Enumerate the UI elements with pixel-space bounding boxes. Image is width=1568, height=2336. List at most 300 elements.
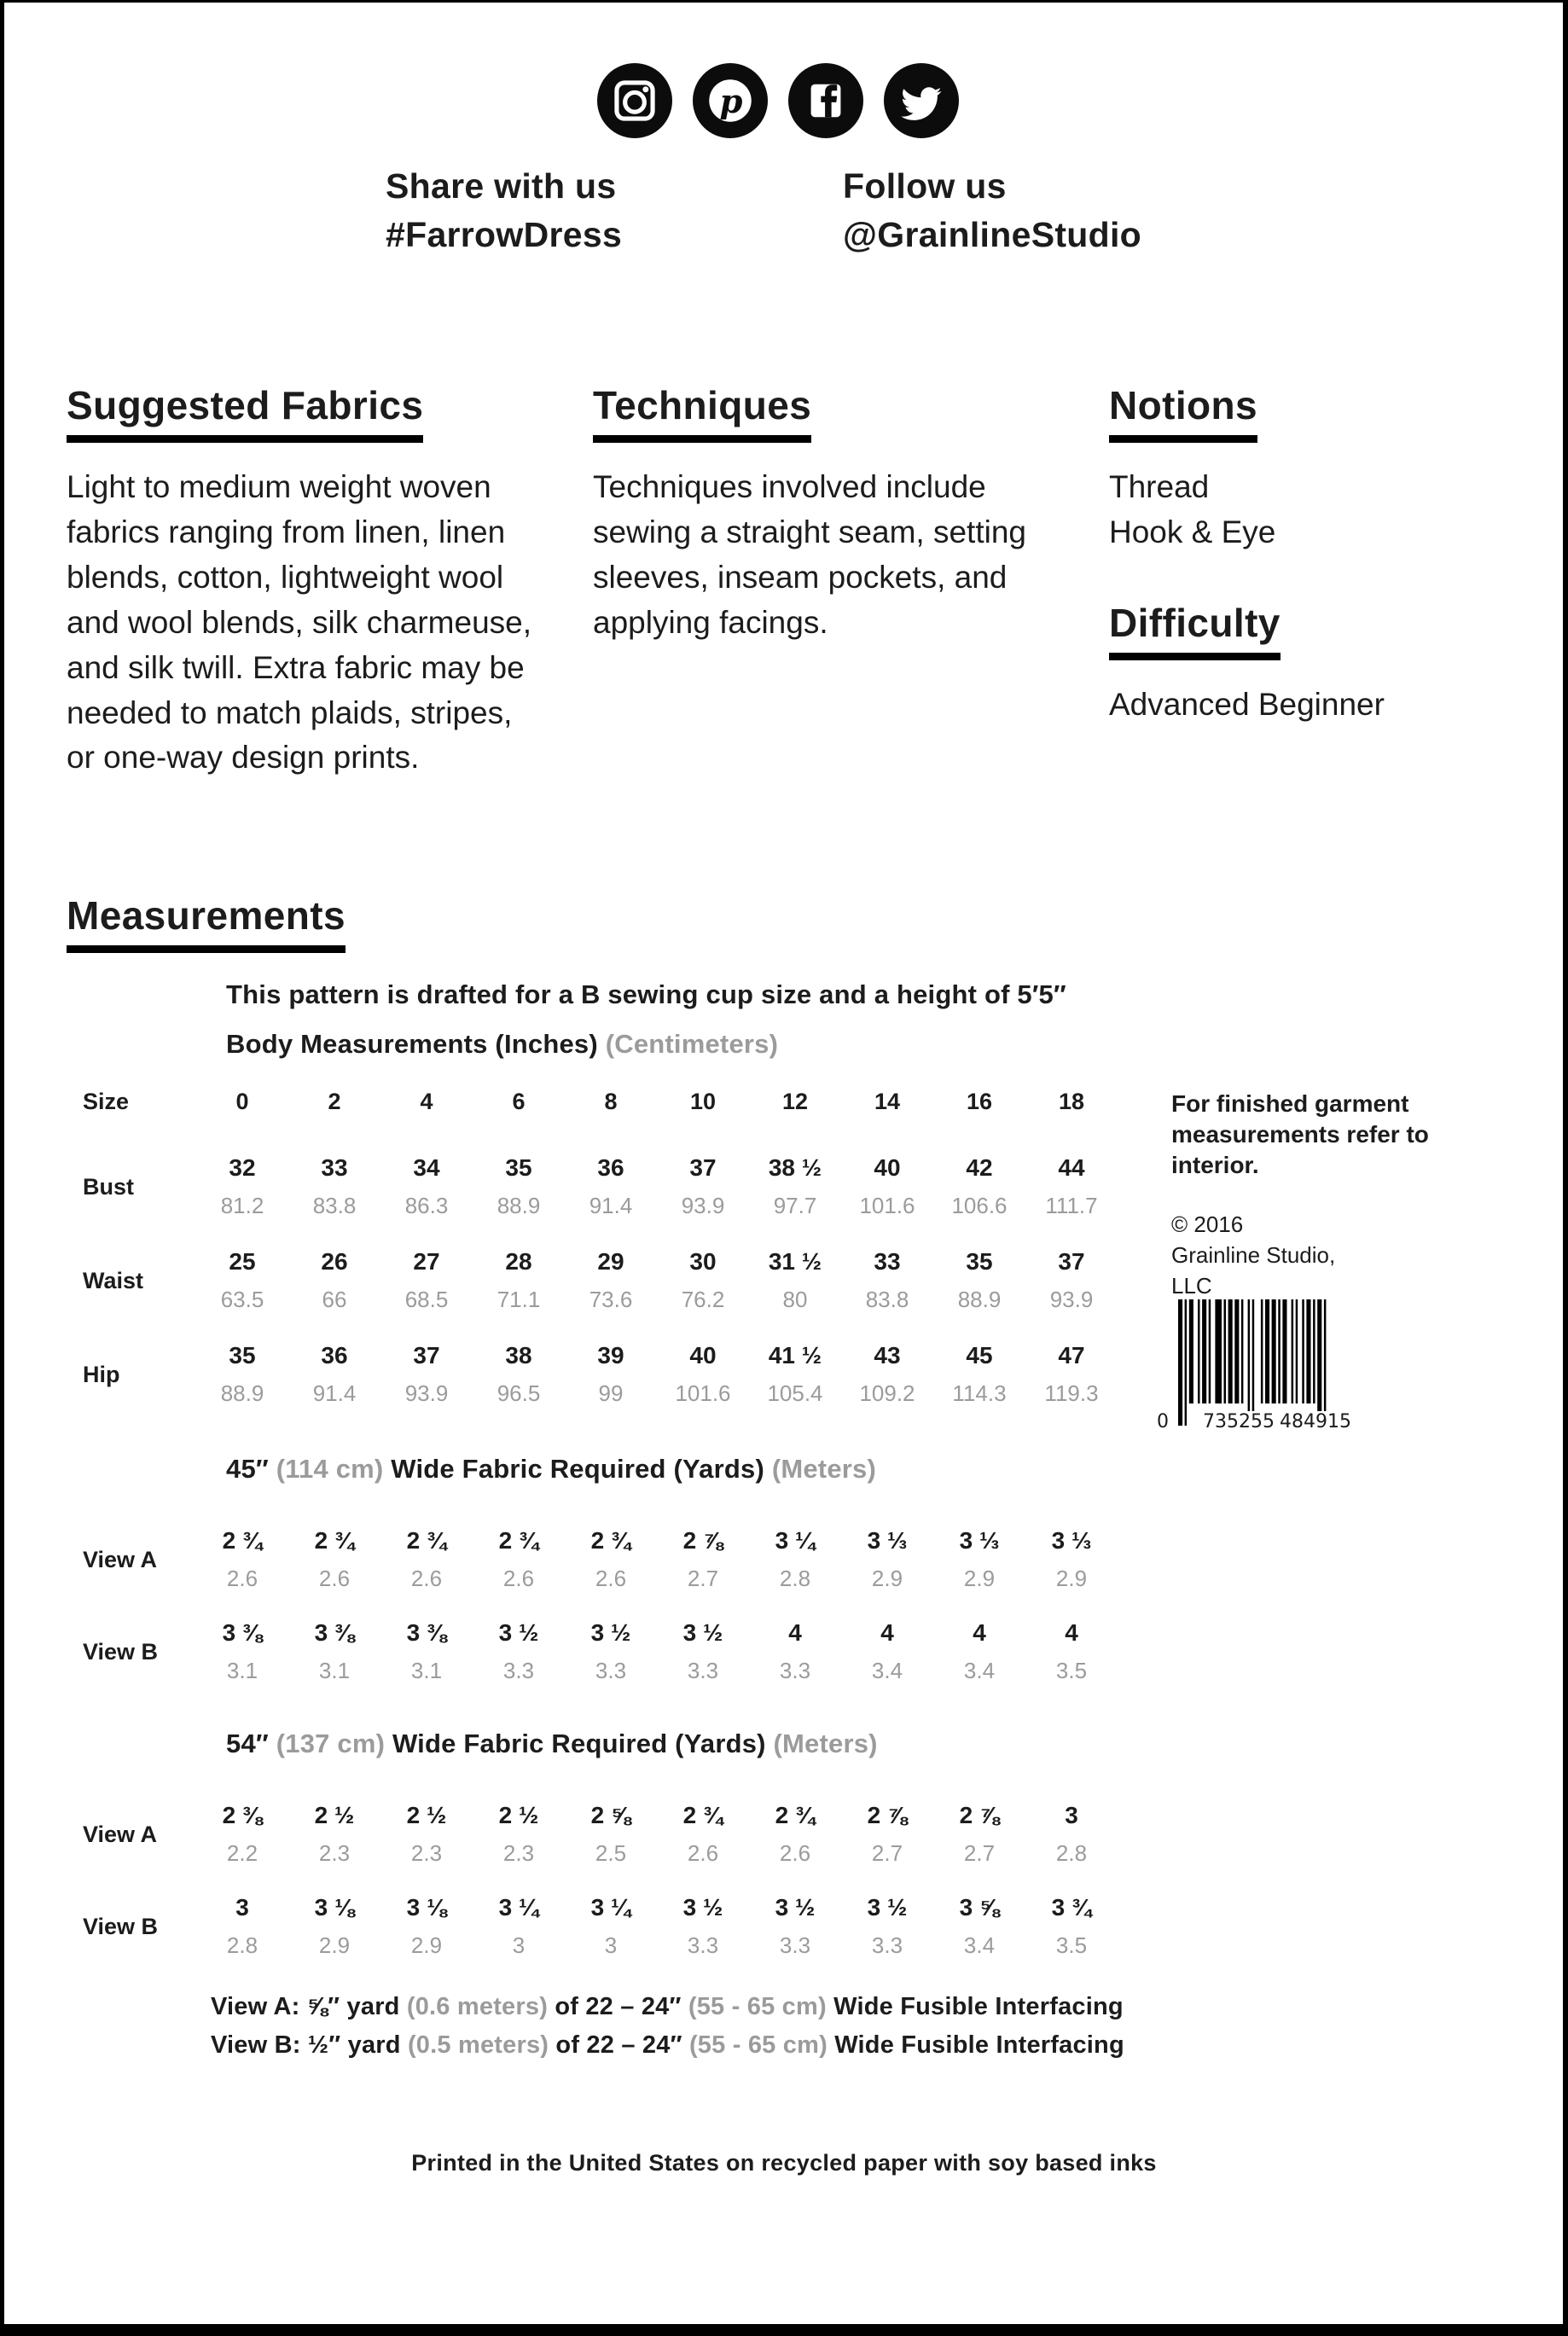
metric-value: 2.2 <box>226 1840 258 1866</box>
table-cell <box>657 1802 749 1867</box>
imperial-text: Body Measurements (Inches) <box>226 1029 598 1059</box>
primary-value: 2 ⅞ <box>682 1527 723 1554</box>
primary-value: 2 ⅞ <box>867 1802 908 1828</box>
table-cell <box>749 1894 841 1959</box>
section-notions-difficulty <box>1109 383 1519 728</box>
table-cell <box>933 1802 1025 1867</box>
table-cell <box>749 1619 841 1684</box>
imperial-text: Wide Fusible Interfacing <box>834 2031 1124 2059</box>
primary-value: 3 ⅜ <box>222 1619 263 1646</box>
metric-value: 63.5 <box>220 1287 264 1312</box>
fabric-54-view-a-row <box>67 1802 1118 1867</box>
fabric-54-view-b-row <box>67 1894 1118 1959</box>
fabric-54-heading <box>226 1729 878 1759</box>
table-cell <box>657 1619 749 1684</box>
table-cell <box>933 1527 1025 1592</box>
table-cell <box>1025 1619 1118 1684</box>
metric-text: (137 cm) <box>276 1729 386 1758</box>
table-cell <box>288 1802 380 1867</box>
table-cell <box>380 1894 473 1959</box>
metric-value: 2.7 <box>871 1840 903 1866</box>
metric-value: 3.3 <box>502 1658 535 1683</box>
primary-value: 2 ⅞ <box>959 1802 1000 1828</box>
row-label: View B <box>83 1638 159 1665</box>
primary-value: 2 ½ <box>406 1802 447 1828</box>
primary-value: 3 ½ <box>590 1619 631 1646</box>
table-cell <box>657 1248 749 1313</box>
primary-value: 40 <box>689 1342 717 1368</box>
pinterest-icon <box>693 63 768 138</box>
table-cell <box>380 1248 473 1313</box>
metric-value: 2.6 <box>779 1840 811 1866</box>
primary-value: 39 <box>597 1342 624 1368</box>
table-cell <box>1025 1894 1118 1959</box>
metric-value: 3 <box>512 1932 526 1958</box>
table-cell <box>749 1527 841 1592</box>
metric-value: 76.2 <box>681 1287 725 1312</box>
metric-value: 109.2 <box>859 1380 915 1406</box>
table-cell <box>841 1619 933 1684</box>
table-cell <box>749 1802 841 1867</box>
metric-value: 2.3 <box>410 1840 443 1866</box>
metric-value: 3.3 <box>687 1932 719 1958</box>
table-cell <box>288 1894 380 1959</box>
primary-value: 35 <box>505 1154 532 1181</box>
metric-value: 2.6 <box>226 1566 258 1591</box>
table-cell <box>473 1802 565 1867</box>
size-value: 16 <box>966 1089 993 1114</box>
table-cell <box>749 1248 841 1313</box>
metric-value: 2.8 <box>1055 1840 1088 1866</box>
primary-value: 28 <box>505 1248 532 1275</box>
table-cell <box>565 1248 657 1313</box>
copyright-company: Grainline Studio, <box>1171 1241 1336 1268</box>
svg-text:p: p <box>719 82 743 121</box>
table-cell <box>841 1154 933 1219</box>
primary-value: 26 <box>321 1248 348 1275</box>
table-cell <box>565 1154 657 1219</box>
metric-value: 3.3 <box>871 1932 903 1958</box>
bottom-black-bar <box>0 2324 1568 2336</box>
primary-value: 35 <box>966 1248 993 1275</box>
metric-value: 3.3 <box>779 1932 811 1958</box>
imperial-text: View A: ⅝″ yard <box>211 1993 400 2020</box>
metric-value: 2.9 <box>410 1932 443 1958</box>
measurements-title: Measurements <box>67 896 346 953</box>
table-cell <box>196 1342 288 1407</box>
primary-value: 30 <box>689 1248 717 1275</box>
primary-value: 3 ⅜ <box>314 1619 355 1646</box>
share-heading: Share with us <box>386 166 617 206</box>
metric-value: 119.3 <box>1044 1380 1099 1406</box>
primary-value: 3 ¾ <box>1051 1894 1092 1921</box>
fabric-45-view-a-row <box>67 1527 1118 1592</box>
table-cell <box>196 1894 288 1959</box>
metric-value: 83.8 <box>312 1193 357 1218</box>
hip-row <box>67 1342 1118 1407</box>
table-cell <box>933 1619 1025 1684</box>
imperial-text: 45″ <box>226 1454 269 1484</box>
metric-value: 3.1 <box>318 1658 351 1683</box>
size-label: Size <box>83 1089 130 1114</box>
metric-value: 97.7 <box>773 1193 817 1218</box>
table-cell <box>288 1342 380 1407</box>
primary-value: 2 ⅜ <box>222 1802 263 1828</box>
metric-value: 2.6 <box>410 1566 443 1591</box>
table-cell <box>1025 1802 1118 1867</box>
primary-value: 4 <box>1065 1619 1078 1646</box>
table-cell <box>380 1619 473 1684</box>
metric-value: 88.9 <box>497 1193 541 1218</box>
primary-value: 3 <box>235 1894 249 1921</box>
primary-value: 37 <box>413 1342 440 1368</box>
imperial-text: Wide Fabric Required (Yards) <box>392 1729 766 1758</box>
table-cell <box>473 1248 565 1313</box>
primary-value: 29 <box>597 1248 624 1275</box>
metric-value: 2.9 <box>1055 1566 1088 1591</box>
metric-value: 3.1 <box>226 1658 258 1683</box>
drafting-note: This pattern is drafted for a B sewing cup size and a height of 5′5″ <box>226 979 1066 1009</box>
metric-value: 3.3 <box>595 1658 627 1683</box>
imperial-text: of 22 – 24″ <box>555 2031 682 2059</box>
interfacing-requirements <box>211 1988 1124 2065</box>
row-label: View B <box>83 1913 159 1939</box>
metric-value: 3.5 <box>1055 1658 1088 1683</box>
primary-value: 3 ⅛ <box>314 1894 355 1921</box>
follow-handle: @GrainlineStudio <box>843 214 1142 254</box>
size-value: 14 <box>874 1089 901 1114</box>
primary-value: 37 <box>1058 1248 1085 1275</box>
techniques-title: Techniques <box>593 386 811 443</box>
table-cell <box>841 1527 933 1592</box>
metric-value: 114.3 <box>952 1380 1007 1406</box>
metric-value: 91.4 <box>312 1380 357 1406</box>
primary-value: 32 <box>229 1154 256 1181</box>
table-cell <box>841 1802 933 1867</box>
primary-value: 44 <box>1058 1154 1085 1181</box>
table-cell <box>473 1894 565 1959</box>
metric-text: (55 - 65 cm) <box>688 1993 827 2020</box>
metric-value: 93.9 <box>681 1193 725 1218</box>
primary-value: 43 <box>874 1342 901 1368</box>
metric-value: 2.8 <box>226 1932 258 1958</box>
metric-value: 88.9 <box>220 1380 264 1406</box>
table-cell <box>657 1342 749 1407</box>
table-cell <box>657 1154 749 1219</box>
size-value: 18 <box>1058 1089 1085 1114</box>
table-cell <box>196 1154 288 1219</box>
share-hashtag: #FarrowDress <box>386 214 623 254</box>
fabric-45-table <box>67 1527 1118 1711</box>
primary-value: 3 ¼ <box>498 1894 539 1921</box>
share-block <box>386 162 622 259</box>
difficulty-level: Advanced Beginner <box>1109 686 1385 722</box>
table-cell <box>473 1619 565 1684</box>
primary-value: 3 ⅛ <box>406 1894 447 1921</box>
table-cell <box>841 1894 933 1959</box>
table-cell <box>933 1154 1025 1219</box>
metric-text: (Meters) <box>773 1729 878 1758</box>
metric-value: 86.3 <box>404 1193 449 1218</box>
bust-row <box>67 1154 1118 1219</box>
printing-note: Printed in the United States on recycled paper with soy based inks <box>411 2150 1157 2176</box>
table-cell <box>565 1342 657 1407</box>
metric-value: 2.7 <box>963 1840 996 1866</box>
table-cell <box>933 1248 1025 1313</box>
primary-value: 3 ½ <box>498 1619 539 1646</box>
table-cell <box>1025 1527 1118 1592</box>
primary-value: 3 ¼ <box>590 1894 631 1921</box>
metric-value: 111.7 <box>1045 1193 1098 1218</box>
table-cell <box>565 1802 657 1867</box>
fabric-45-heading <box>226 1454 876 1485</box>
primary-value: 4 <box>973 1619 986 1646</box>
metric-value: 81.2 <box>220 1193 264 1218</box>
upc-barcode <box>1157 1299 1352 1438</box>
fabric-54-table <box>67 1802 1118 1986</box>
primary-value: 25 <box>229 1248 256 1275</box>
metric-text: (Meters) <box>771 1454 876 1484</box>
metric-value: 71.1 <box>497 1287 541 1312</box>
imperial-text: Wide Fusible Interfacing <box>833 1993 1124 2020</box>
metric-value: 68.5 <box>404 1287 449 1312</box>
suggested-fabrics-title: Suggested Fabrics <box>67 386 423 443</box>
metric-value: 106.6 <box>951 1193 1008 1218</box>
metric-value: 91.4 <box>589 1193 633 1218</box>
metric-value: 3.4 <box>963 1932 996 1958</box>
suggested-fabrics-body: Light to medium weight woven fabrics ranging from linen, linen blends, cotton, lightweight wool and wool blends, silk charmeuse, and silk twill. Extra fabric may be needed to match plaids, stripes, or one-way design prints. <box>67 469 532 776</box>
imperial-text: Wide Fabric Required (Yards) <box>391 1454 764 1484</box>
primary-value: 3 ½ <box>682 1619 723 1646</box>
table-cell <box>196 1802 288 1867</box>
primary-value: 3 <box>1065 1802 1078 1828</box>
primary-value: 2 ¾ <box>314 1527 355 1554</box>
metric-text: (0.6 meters) <box>406 1993 549 2020</box>
metric-value: 101.6 <box>859 1193 915 1218</box>
primary-value: 3 ¼ <box>775 1527 816 1554</box>
finished-garment-note: For finished garment measurements refer to interior. <box>1171 1090 1429 1179</box>
primary-value: 45 <box>966 1342 993 1368</box>
table-cell <box>380 1154 473 1219</box>
imperial-text: View B: ½″ yard <box>211 2031 401 2059</box>
size-value: 2 <box>328 1089 341 1114</box>
metric-value: 2.8 <box>779 1566 811 1591</box>
table-cell <box>380 1802 473 1867</box>
body-measurements-heading <box>226 1029 778 1060</box>
primary-value: 3 ⅓ <box>1051 1527 1092 1554</box>
row-label: Bust <box>83 1173 134 1200</box>
notion-item: Thread <box>1109 469 1210 504</box>
metric-value: 2.6 <box>318 1566 351 1591</box>
techniques-body: Techniques involved include sewing a straight seam, setting sleeves, inseam pockets, and applying facings. <box>593 469 1026 640</box>
row-label: View A <box>83 1546 158 1572</box>
size-value: 4 <box>420 1089 433 1114</box>
metric-value: 3.4 <box>963 1658 996 1683</box>
metric-value: 3.3 <box>779 1658 811 1683</box>
primary-value: 38 <box>505 1342 532 1368</box>
primary-value: 37 <box>689 1154 717 1181</box>
copyright-llc: LLC <box>1171 1272 1212 1299</box>
metric-value: 80 <box>782 1287 808 1312</box>
size-value: 0 <box>235 1089 249 1114</box>
table-cell <box>380 1342 473 1407</box>
primary-value: 3 ½ <box>775 1894 816 1921</box>
primary-value: 3 ⅓ <box>867 1527 908 1554</box>
metric-value: 105.4 <box>767 1380 823 1406</box>
primary-value: 2 ¾ <box>498 1527 539 1554</box>
metric-value: 3.4 <box>871 1658 903 1683</box>
table-cell <box>565 1527 657 1592</box>
table-cell <box>1025 1342 1118 1407</box>
table-cell <box>196 1527 288 1592</box>
table-cell <box>749 1342 841 1407</box>
barcode-lead-digit: 0 <box>1154 1411 1171 1432</box>
table-cell <box>841 1342 933 1407</box>
barcode-right-digits: 484915 <box>1277 1411 1354 1432</box>
table-cell <box>565 1894 657 1959</box>
primary-value: 2 ¾ <box>682 1802 723 1828</box>
metric-value: 3 <box>604 1932 618 1958</box>
table-cell <box>288 1527 380 1592</box>
difficulty-title: Difficulty <box>1109 603 1281 660</box>
follow-heading: Follow us <box>843 166 1007 206</box>
metric-text: (0.5 meters) <box>407 2031 549 2059</box>
metric-value: 2.3 <box>502 1840 535 1866</box>
metric-value: 2.9 <box>871 1566 903 1591</box>
row-label: Waist <box>83 1267 144 1293</box>
metric-value: 93.9 <box>1049 1287 1094 1312</box>
table-cell <box>749 1154 841 1219</box>
metric-value: 93.9 <box>404 1380 449 1406</box>
metric-value: 83.8 <box>865 1287 909 1312</box>
table-cell <box>1025 1248 1118 1313</box>
metric-value: 2.6 <box>687 1840 719 1866</box>
barcode-left-digits: 735255 <box>1200 1411 1277 1432</box>
primary-value: 31 ½ <box>768 1248 822 1275</box>
table-cell <box>288 1248 380 1313</box>
primary-value: 4 <box>880 1619 894 1646</box>
notions-title: Notions <box>1109 386 1257 443</box>
table-cell <box>473 1154 565 1219</box>
row-label: View A <box>83 1821 158 1847</box>
primary-value: 36 <box>597 1154 624 1181</box>
primary-value: 4 <box>788 1619 802 1646</box>
primary-value: 2 ½ <box>314 1802 355 1828</box>
section-techniques <box>593 383 1068 646</box>
copyright-year: © 2016 <box>1171 1212 1244 1237</box>
primary-value: 40 <box>874 1154 901 1181</box>
primary-value: 2 ¾ <box>222 1527 263 1554</box>
metric-value: 88.9 <box>957 1287 1002 1312</box>
primary-value: 27 <box>413 1248 440 1275</box>
imperial-text: 54″ <box>226 1729 269 1758</box>
section-suggested-fabrics <box>67 383 546 781</box>
table-cell <box>473 1342 565 1407</box>
table-cell <box>657 1527 749 1592</box>
table-cell <box>380 1527 473 1592</box>
table-cell <box>1025 1154 1118 1219</box>
primary-value: 3 ½ <box>682 1894 723 1921</box>
table-cell <box>196 1619 288 1684</box>
primary-value: 3 ⅜ <box>406 1619 447 1646</box>
table-cell <box>933 1342 1025 1407</box>
twitter-icon <box>884 63 959 138</box>
primary-value: 36 <box>321 1342 348 1368</box>
metric-value: 66 <box>322 1287 347 1312</box>
table-cell <box>841 1248 933 1313</box>
table-cell <box>288 1154 380 1219</box>
table-cell <box>288 1619 380 1684</box>
primary-value: 41 ½ <box>768 1342 822 1368</box>
primary-value: 3 ⅓ <box>959 1527 1000 1554</box>
imperial-text: of 22 – 24″ <box>555 1993 682 2020</box>
metric-text: (Centimeters) <box>605 1029 779 1059</box>
metric-value: 3.3 <box>687 1658 719 1683</box>
size-value: 12 <box>781 1089 809 1114</box>
metric-value: 3.5 <box>1055 1932 1088 1958</box>
size-value: 8 <box>604 1089 618 1114</box>
table-cell <box>657 1894 749 1959</box>
notion-item: Hook & Eye <box>1109 514 1276 549</box>
primary-value: 2 ⅝ <box>590 1802 631 1828</box>
metric-text: (114 cm) <box>276 1454 384 1484</box>
copyright-block <box>1171 1210 1335 1302</box>
primary-value: 33 <box>321 1154 348 1181</box>
body-measurements-table <box>67 1089 1118 1436</box>
metric-text: (55 - 65 cm) <box>688 2031 828 2059</box>
size-value: 6 <box>512 1089 526 1114</box>
primary-value: 3 ⅝ <box>959 1894 1000 1921</box>
primary-value: 42 <box>966 1154 993 1181</box>
metric-value: 73.6 <box>589 1287 633 1312</box>
primary-value: 34 <box>413 1154 440 1181</box>
row-label: Hip <box>83 1361 120 1387</box>
primary-value: 47 <box>1058 1342 1085 1368</box>
metric-value: 2.7 <box>687 1566 719 1591</box>
metric-value: 3.1 <box>410 1658 443 1683</box>
follow-block <box>843 162 1141 259</box>
primary-value: 38 ½ <box>768 1154 822 1181</box>
primary-value: 2 ½ <box>498 1802 539 1828</box>
fabric-45-view-b-row <box>67 1619 1118 1684</box>
metric-value: 2.9 <box>963 1566 996 1591</box>
primary-value: 35 <box>229 1342 256 1368</box>
metric-value: 2.9 <box>318 1932 351 1958</box>
table-cell <box>473 1527 565 1592</box>
metric-value: 2.6 <box>502 1566 535 1591</box>
notions-list <box>1109 465 1519 555</box>
metric-value: 2.6 <box>595 1566 627 1591</box>
primary-value: 33 <box>874 1248 901 1275</box>
interfacing-view-a <box>211 1988 1124 2026</box>
primary-value: 2 ¾ <box>775 1802 816 1828</box>
table-cell <box>196 1248 288 1313</box>
table-cell <box>933 1894 1025 1959</box>
size-value: 10 <box>689 1089 717 1114</box>
primary-value: 2 ¾ <box>406 1527 447 1554</box>
interfacing-view-b <box>211 2026 1124 2065</box>
table-cell <box>565 1619 657 1684</box>
metric-value: 96.5 <box>497 1380 541 1406</box>
metric-value: 2.3 <box>318 1840 351 1866</box>
instagram-icon <box>597 63 672 138</box>
size-header-row <box>67 1089 1118 1115</box>
primary-value: 3 ½ <box>867 1894 908 1921</box>
facebook-icon <box>788 63 863 138</box>
metric-value: 99 <box>598 1380 624 1406</box>
metric-value: 101.6 <box>675 1380 731 1406</box>
metric-value: 2.5 <box>595 1840 627 1866</box>
